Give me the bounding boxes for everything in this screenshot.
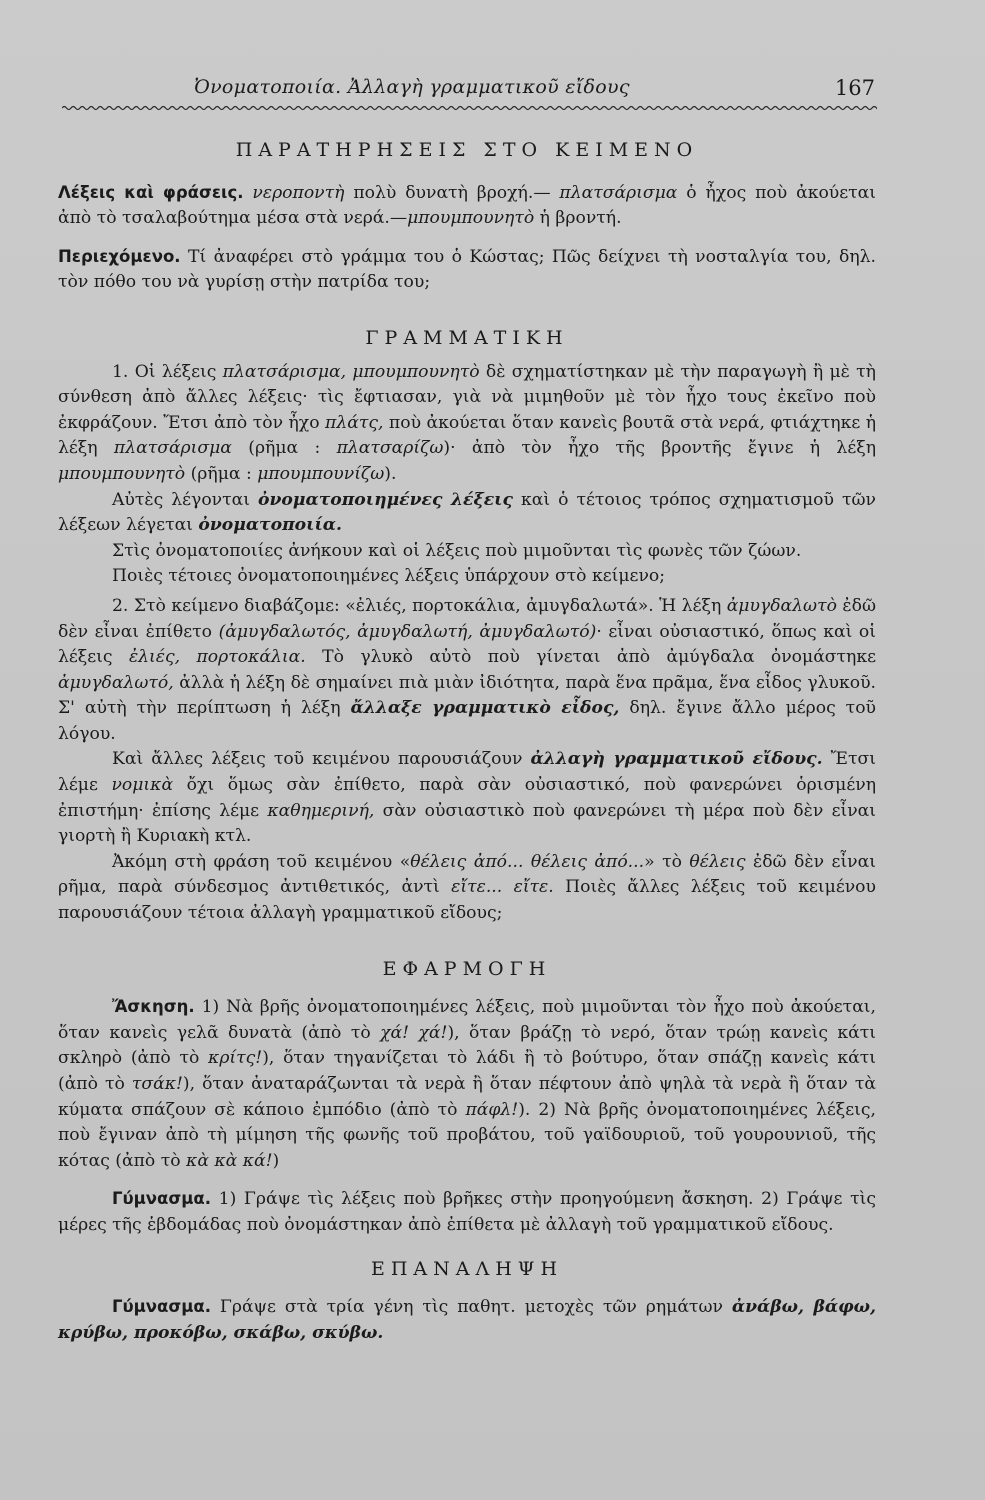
text-run: ἐδῶ δὲν εἶναι ἐπίθετο bbox=[58, 595, 876, 642]
term-italic: ἀμυγδαλωτό, bbox=[58, 672, 174, 693]
term-italic: νομικὰ bbox=[111, 775, 174, 796]
paragraph-words-phrases bbox=[58, 180, 876, 232]
text-run: Αὐτὲς λέγονται bbox=[112, 489, 259, 510]
term-italic: νεροποντὴ bbox=[252, 182, 345, 203]
text-run: Ποιὲς ἄλλες λέξεις τοῦ κειμένου παρουσιάζουν τέτοια ἀλλαγὴ γραμματικοῦ εἴδους; bbox=[58, 877, 876, 924]
text-run: ). bbox=[384, 463, 397, 484]
paragraph-practice bbox=[58, 1186, 876, 1238]
text-run: ποὺ ἀκούεται ὅταν κανεὶς βουτᾶ στὰ νερά, φτιάχτηκε ἡ λέξη bbox=[58, 412, 876, 459]
lead-words-phrases: Λέξεις καὶ φράσεις. bbox=[58, 182, 244, 202]
text-run: ) bbox=[272, 1150, 280, 1171]
text-run: )· ἀπὸ τὸν ἦχο τῆς βροντῆς ἔγινε ἡ λέξη bbox=[443, 438, 876, 459]
paragraph-grammar-2 bbox=[58, 488, 876, 539]
text-run: Ἀκόμη στὴ φράση τοῦ κειμένου « bbox=[112, 851, 411, 872]
text-run: ), ὅταν ἀναταράζωνται τὰ νερὰ ἢ ὅταν πέφτουν ἀπὸ ψηλὰ τὰ νερὰ ἢ ὅταν τὰ κύματα σπάζουν σὲ κάποιο ἐμπόδιο (ἀπὸ τὸ bbox=[58, 1074, 876, 1120]
term-italic: κὰ κὰ κά! bbox=[186, 1150, 273, 1171]
text-run: (ρῆμα : bbox=[185, 463, 258, 484]
term-italic: πλατσάρισμα bbox=[559, 182, 678, 203]
paragraph-grammar-7 bbox=[58, 850, 876, 927]
text-run: · εἶναι οὐσιαστικό, ὅπως καὶ οἱ λέξεις bbox=[58, 621, 876, 668]
lead-practice: Γύμνασμα. bbox=[112, 1189, 211, 1209]
term-italic: κρίτς! bbox=[208, 1048, 263, 1069]
term-italic: πλατσάρισμα bbox=[113, 438, 232, 459]
text-run: ). 2) Νὰ βρῆς ὀνοματοποιημένες λέξεις, ποὺ ἔγιναν ἀπὸ τὴ μίμηση τῆς φωνῆς τοῦ προβάτου, τοῦ γαϊδουριοῦ, τοῦ γουρουνιοῦ, τῆς κότας (ἀπὸ τὸ bbox=[58, 1099, 876, 1171]
text-run: Τί ἀναφέρει στὸ γράμμα του ὁ Κώστας; Πῶς δείχνει τὴ νοσταλγία του, δηλ. τὸν πόθο του νὰ γυρίσῃ στὴν πατρίδα του; bbox=[58, 246, 876, 293]
text-run: ), ὅταν τηγανίζεται τὸ λάδι ἢ τὸ βούτυρο, ὅταν σπάζῃ κανεὶς κάτι (ἀπὸ τὸ bbox=[58, 1048, 876, 1094]
text-run: ἐδῶ δὲν εἶναι ρῆμα, παρὰ σύνδεσμος ἀντιθετικός, ἀντὶ bbox=[58, 851, 876, 898]
text-run: Καὶ ἄλλες λέξεις τοῦ κειμένου παρουσιάζουν bbox=[112, 749, 531, 770]
text-run: σὰν οὐσιαστικὸ ποὺ φανερώνει τὴ μέρα ποὺ δὲν εἶναι γιορτὴ ἢ Κυριακὴ κτλ. bbox=[58, 800, 877, 847]
text-run: » τὸ bbox=[644, 851, 690, 872]
text-run: ἀλλὰ ἡ λέξη δὲ σημαίνει πιὰ μιὰν ἰδιότητα, παρὰ ἕνα πρᾶμα, ἕνα εἶδος γλυκοῦ. Σ' αὐτὴ τὴν περίπτωση ἡ λέξη bbox=[58, 672, 876, 719]
lead-review-practice: Γύμνασμα. bbox=[112, 1297, 211, 1317]
term-italic: θέλεις ἀπό... θέλεις ἀπό... bbox=[410, 851, 645, 872]
page-content bbox=[58, 138, 876, 1346]
term-bold-italic: ὀνοματοποιημένες λέξεις bbox=[258, 489, 513, 510]
paragraph-grammar-1 bbox=[58, 360, 876, 488]
heading-grammar: ΓΡΑΜΜΑΤΙΚΗ bbox=[365, 326, 569, 349]
term-italic: μπουμπουνητὸ bbox=[58, 463, 186, 484]
text-run: 1) Γράψε τὶς λέξεις ποὺ βρῆκες στὴν προηγούμενη ἄσκηση. 2) Γράψε τὶς μέρες τῆς ἑβδομάδας ποὺ ὀνομάστηκαν ἀπὸ ἐπίθετα μὲ ἀλλαγὴ τοῦ γραμματικοῦ εἴδους. bbox=[58, 1189, 876, 1235]
text-run: πολὺ δυνατὴ βροχή.— bbox=[344, 182, 560, 203]
term-italic: τσάκ! bbox=[131, 1074, 183, 1094]
term-italic: μπουμπουνίζω bbox=[257, 463, 385, 484]
paragraph-grammar-5 bbox=[58, 594, 876, 748]
term-italic: θέλεις bbox=[689, 851, 746, 872]
paragraph-grammar-3: Στὶς ὀνοματοποιίες ἀνήκουν καὶ οἱ λέξεις ποὺ μιμοῦνται τὶς φωνὲς τῶν ζώων. bbox=[112, 540, 802, 561]
paragraph-exercise bbox=[58, 994, 876, 1174]
text-run: 1) Νὰ βρῆς ὀνοματοποιημένες λέξεις, ποὺ μιμοῦνται τὸν ἦχο ποὺ ἀκούεται, ὅταν κανεὶς γελᾶ δυνατὰ (ἀπὸ τὸ bbox=[58, 997, 876, 1043]
heading-application: ΕΦΑΡΜΟΓΗ bbox=[382, 957, 552, 980]
term-bold-italic: ἀνάβω, βάφω, κρύβω, προκόβω, σκάβω, σκύβω. bbox=[58, 1297, 877, 1343]
heading-review: ΕΠΑΝΑΛΗΨΗ bbox=[370, 1257, 564, 1280]
running-header bbox=[62, 74, 877, 108]
text-run: ἡ βροντή. bbox=[534, 208, 622, 229]
lead-exercise: Ἄσκηση. bbox=[112, 997, 195, 1017]
term-italic: καθημερινή, bbox=[267, 800, 375, 821]
text-run: δηλ. ἔγινε ἄλλο μέρος τοῦ λόγου. bbox=[58, 698, 876, 744]
text-run: ὁ ἦχος ποὺ ἀκούεται ἀπὸ τὸ τσαλαβούτημα μέσα στὰ νερά.— bbox=[58, 182, 877, 229]
paragraph-grammar-6 bbox=[58, 747, 876, 849]
term-italic: πλατσαρίζω bbox=[336, 438, 444, 459]
page-number: 167 bbox=[834, 76, 875, 100]
term-italic: χά! χά! bbox=[380, 1022, 448, 1043]
term-italic: (ἀμυγδαλωτός, ἀμυγδαλωτή, ἀμυγδαλωτό) bbox=[218, 621, 597, 642]
text-run: 1. Οἱ λέξεις bbox=[112, 361, 223, 382]
paragraph-review-practice bbox=[58, 1294, 876, 1346]
term-italic: ἐλιές, πορτοκάλια. bbox=[128, 647, 306, 668]
term-bold-italic: ὀνοματοποιία. bbox=[198, 515, 342, 536]
term-italic: εἴτε... εἴτε. bbox=[451, 877, 554, 898]
text-run: Γράψε στὰ τρία γένη τὶς παθητ. μετοχὲς τῶν ρημάτων bbox=[210, 1297, 732, 1318]
term-italic: πλατσάρισμα, μπουμπουνητὸ bbox=[222, 361, 480, 382]
wavy-rule bbox=[62, 104, 877, 112]
term-italic: ἀμυγδαλωτὸ bbox=[726, 595, 837, 616]
text-run: Τὸ γλυκὸ αὐτὸ ποὺ γίνεται ἀπὸ ἀμύγδαλα ὀνομάστηκε bbox=[305, 647, 876, 668]
text-run: δὲ σχηματίστηκαν μὲ τὴν παραγωγὴ ἢ μὲ τὴ σύνθεση ἀπὸ ἄλλες λέξεις· τὶς ἔφτιασαν, γιὰ νὰ μιμηθοῦν μὲ τὸν ἦχο τους ἐκεῖνο ποὺ ἐκφράζουν. Ἔτσι ἀπὸ τὸν ἦχο bbox=[58, 361, 876, 433]
term-italic: πλάτς, bbox=[325, 412, 384, 433]
header-title: Ὀνοματοποιία. Ἀλλαγὴ γραμματικοῦ εἴδους bbox=[194, 76, 630, 98]
text-run: ), ὅταν βράζῃ τὸ νερό, ὅταν τρώῃ κανεὶς κάτι σκληρὸ (ἀπὸ τὸ bbox=[58, 1022, 876, 1069]
text-run: καὶ ὁ τέτοιος τρόπος σχηματισμοῦ τῶν λέξεων λέγεται bbox=[58, 489, 876, 536]
text-run: (ρῆμα : bbox=[231, 438, 337, 459]
term-italic: πάφλ! bbox=[465, 1099, 519, 1120]
heading-observations: ΠΑΡΑΤΗΡΗΣΕΙΣ ΣΤΟ ΚΕΙΜΕΝΟ bbox=[235, 139, 699, 161]
text-run: ὄχι ὅμως σὰν ἐπίθετο, παρὰ σὰν οὐσιαστικό, ποὺ φανερώνει ὁρισμένη ἐπιστήμη· ἐπίσης λέμε bbox=[58, 775, 877, 821]
text-run: Ἔτσι λέμε bbox=[58, 749, 876, 796]
term-italic: μπουμπουνητὸ bbox=[407, 208, 535, 229]
lead-content: Περιεχόμενο. bbox=[58, 246, 181, 266]
term-bold-italic: ἄλλαξε γραμματικὸ εἶδος, bbox=[350, 698, 620, 719]
paragraph-content bbox=[58, 244, 876, 296]
term-bold-italic: ἀλλαγὴ γραμματικοῦ εἴδους. bbox=[530, 749, 823, 770]
text-run: 2. Στὸ κείμενο διαβάζομε: «ἐλιές, πορτοκάλια, ἀμυγδαλωτά». Ἡ λέξη bbox=[112, 595, 727, 616]
paragraph-grammar-4: Ποιὲς τέτοιες ὀνοματοποιημένες λέξεις ὑπάρχουν στὸ κείμενο; bbox=[112, 566, 666, 587]
